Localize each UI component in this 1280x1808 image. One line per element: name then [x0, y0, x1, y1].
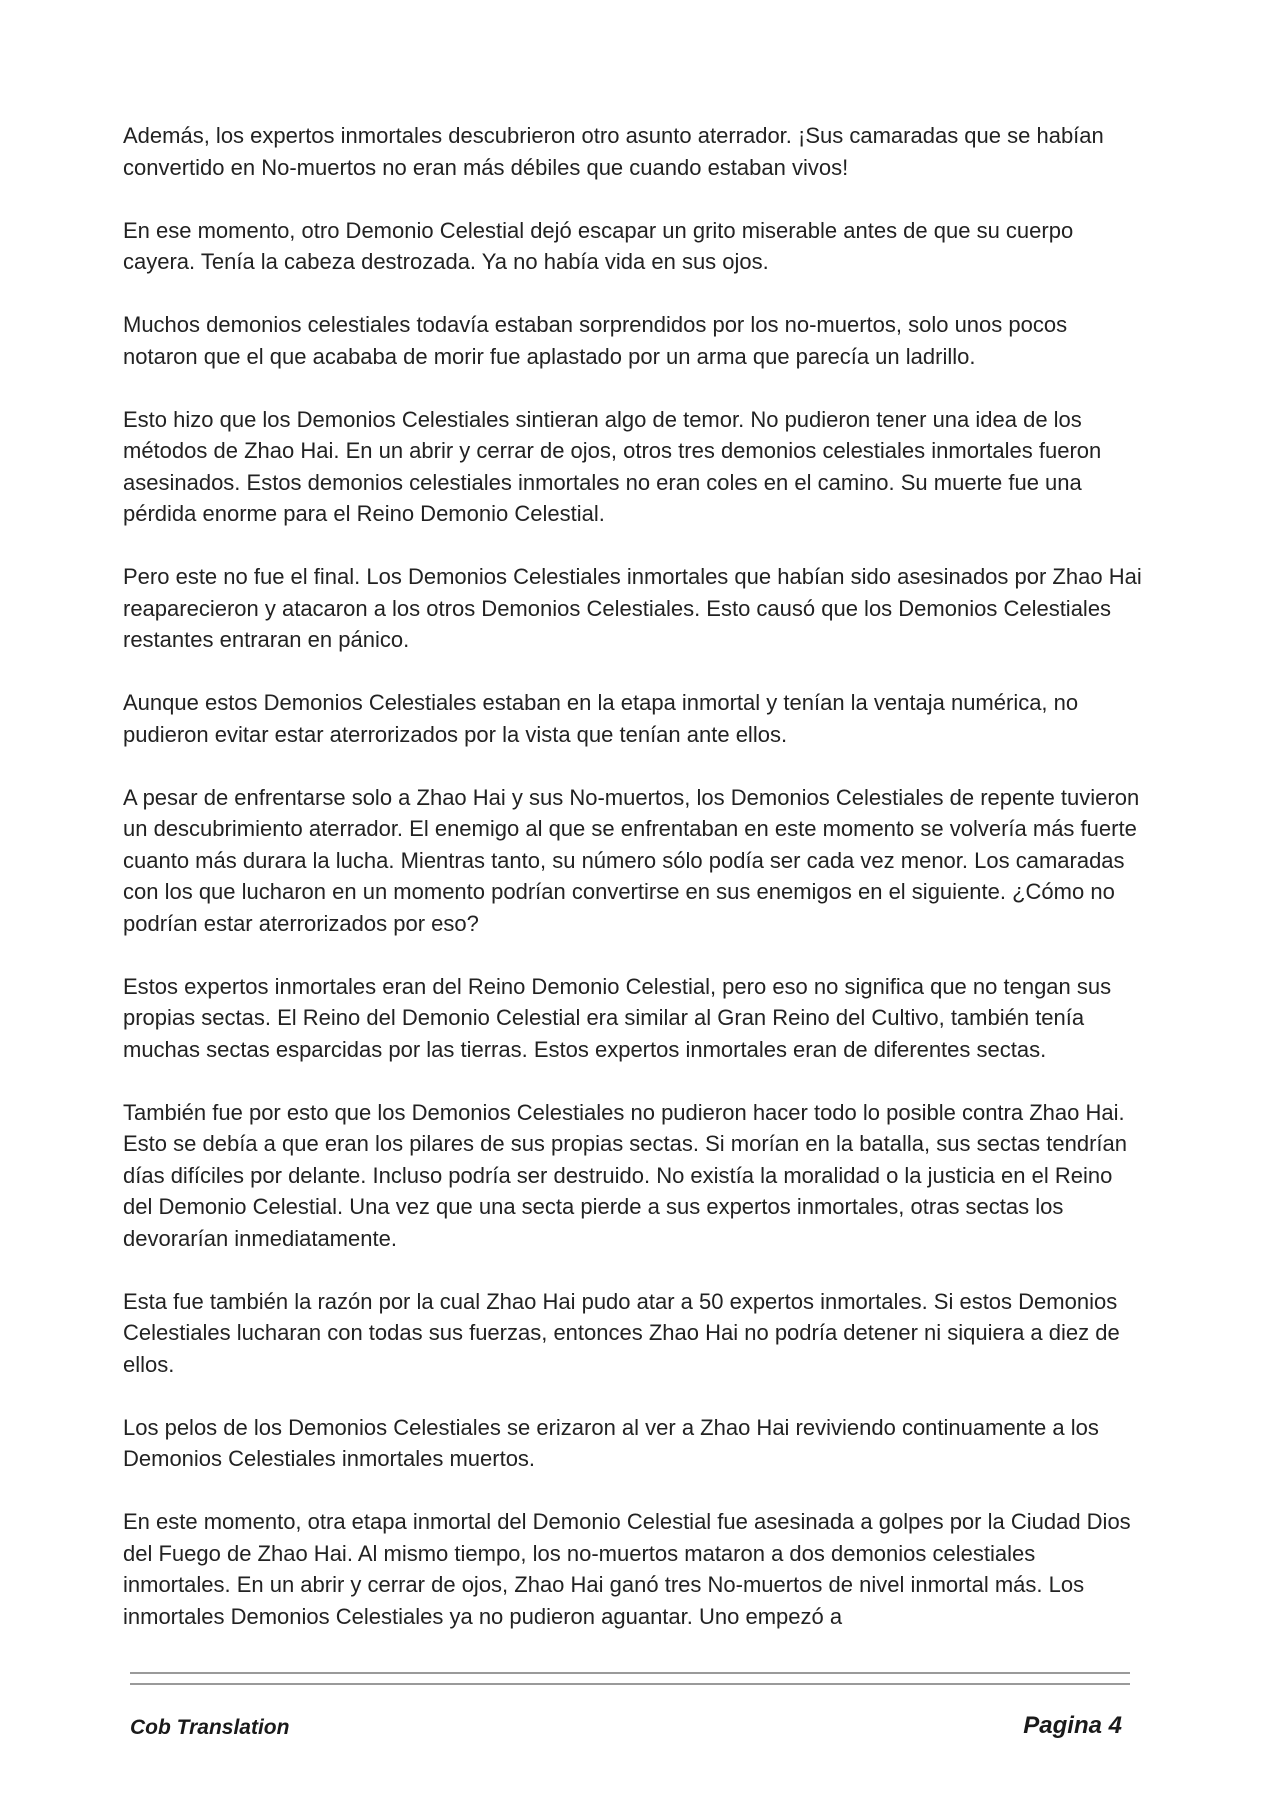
- footer-credit: Cob Translation: [130, 1716, 290, 1739]
- paragraph: Esto hizo que los Demonios Celestiales sintieran algo de temor. No pudieron tener una idea de los métodos de Zhao Hai. En un abrir y cerrar de ojos, otros tres demonios celestiales inmortales fueron asesinados. Estos demonios celestiales inmortales no eran coles en el camino. Su muerte fue una pérdida enorme para el Reino Demonio Celestial.: [123, 406, 1102, 526]
- page-number: Pagina 4: [1023, 1712, 1122, 1739]
- document-body: [123, 120, 1143, 1664]
- paragraph: A pesar de enfrentarse solo a Zhao Hai y sus No-muertos, los Demonios Celestiales de repente tuvieron un descubrimiento aterrador. El enemigo al que se enfrentaban en este momento se volvería más fuerte cuanto más durara la lucha. Mientras tanto, su número sólo podía ser cada vez menor. Los camaradas con los que lucharon en un momento podrían convertirse en sus enemigos en el siguiente. ¿Cómo no podrían estar aterrorizados por eso?: [123, 784, 1140, 936]
- paragraph: Aunque estos Demonios Celestiales estaban en la etapa inmortal y tenían la ventaja numérica, no pudieron evitar estar aterrorizados por la vista que tenían ante ellos.: [123, 690, 1079, 747]
- paragraph: Los pelos de los Demonios Celestiales se erizaron al ver a Zhao Hai reviviendo continuamente a los Demonios Celestiales inmortales muertos.: [123, 1414, 1099, 1471]
- paragraph: Esta fue también la razón por la cual Zhao Hai pudo atar a 50 expertos inmortales. Si estos Demonios Celestiales lucharan con todas sus fuerzas, entonces Zhao Hai no podría detener ni siquiera a diez de ellos.: [123, 1288, 1120, 1377]
- paragraph: Además, los expertos inmortales descubrieron otro asunto aterrador. ¡Sus camaradas que se habían convertido en No-muertos no eran más débiles que cuando estaban vivos!: [123, 123, 1104, 180]
- footer-divider-bottom: [130, 1683, 1130, 1685]
- paragraph: En este momento, otra etapa inmortal del Demonio Celestial fue asesinada a golpes por la Ciudad Dios del Fuego de Zhao Hai. Al mismo tiempo, los no-muertos mataron a dos demonios celestiales inmortales. En un abrir y cerrar de ojos, Zhao Hai ganó tres No-muertos de nivel inmortal más. Los inmortales Demonios Celestiales ya no pudieron aguantar. Uno empezó a: [123, 1509, 1131, 1629]
- paragraph: Muchos demonios celestiales todavía estaban sorprendidos por los no-muertos, solo unos pocos notaron que el que acababa de morir fue aplastado por un arma que parecía un ladrillo.: [123, 312, 1068, 369]
- paragraph: En ese momento, otro Demonio Celestial dejó escapar un grito miserable antes de que su cuerpo cayera. Tenía la cabeza destrozada. Ya no había vida en sus ojos.: [123, 217, 1074, 274]
- footer-divider-top: [130, 1672, 1130, 1674]
- paragraph: Estos expertos inmortales eran del Reino Demonio Celestial, pero eso no significa que no tengan sus propias sectas. El Reino del Demonio Celestial era similar al Gran Reino del Cultivo, también tenía muchas sectas esparcidas por las tierras. Estos expertos inmortales eran de diferentes sectas.: [123, 973, 1112, 1062]
- paragraph: También fue por esto que los Demonios Celestiales no pudieron hacer todo lo posible contra Zhao Hai. Esto se debía a que eran los pilares de sus propias sectas. Si morían en la batalla, sus sectas tendrían días difíciles por delante. Incluso podría ser destruido. No existía la moralidad o la justicia en el Reino del Demonio Celestial. Una vez que una secta pierde a sus expertos inmortales, otras sectas los devorarían inmediatamente.: [123, 1099, 1128, 1251]
- paragraph: Pero este no fue el final. Los Demonios Celestiales inmortales que habían sido asesinados por Zhao Hai reaparecieron y atacaron a los otros Demonios Celestiales. Esto causó que los Demonios Celestiales restantes entraran en pánico.: [123, 564, 1142, 652]
